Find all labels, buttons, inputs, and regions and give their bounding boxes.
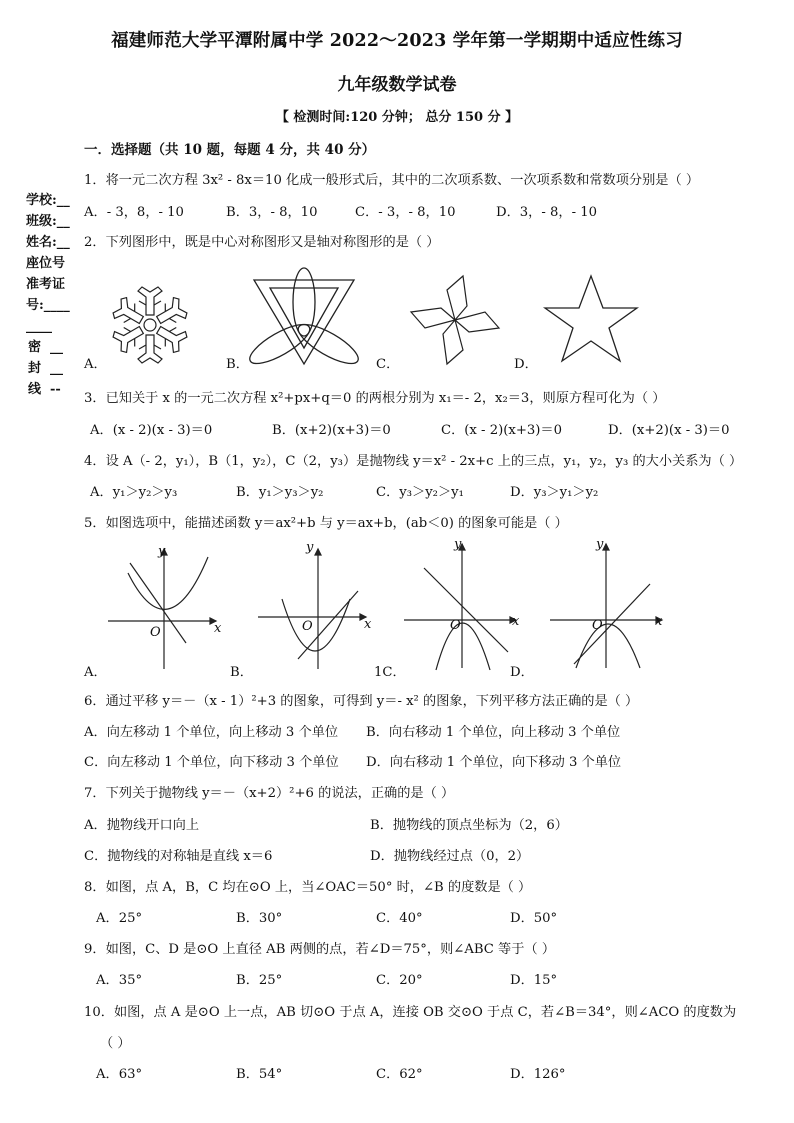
q5-graph-c: [404, 540, 526, 672]
q5-graph-a: [108, 543, 230, 671]
q5-graph-b: [258, 543, 378, 671]
q6-option-d: D．向右移动 1 个单位，向下移动 3 个单位: [366, 755, 622, 770]
q1-stem: 1．将一元二次方程 3x² - 8x＝10 化成一般形式后，其中的二次项系数、一次项系数和常数项分别是（ ）: [84, 173, 700, 188]
q1-option-b: B．3，- 8，10: [226, 205, 318, 220]
q5-option-a: A．: [84, 665, 107, 680]
q10-option-c: C．62°: [376, 1067, 423, 1082]
q10-stem-cont: （ ）: [100, 1036, 131, 1051]
q5-b-x-label: x: [364, 617, 372, 632]
q2-option-d: D．: [514, 357, 538, 372]
q4-option-a: A．y₁＞y₂＞y₃: [90, 485, 178, 500]
q3-option-d: D．(x+2)(x - 3)＝0: [608, 423, 730, 438]
q10-option-a: A．63°: [96, 1067, 143, 1082]
q7-stem: 7．下列关于抛物线 y＝－（x+2）²+6 的说法，正确的是（ ）: [84, 786, 455, 801]
side-dash-2: __: [50, 361, 63, 376]
q9-option-c: C．20°: [376, 973, 423, 988]
q8-option-d: D．50°: [510, 911, 558, 926]
q6-stem: 6．通过平移 y＝－（x - 1）²+3 的图象，可得到 y＝- x² 的图象，下列平移方法正确的是（ ）: [84, 694, 639, 709]
side-school: 学校:__: [26, 193, 70, 208]
q8-option-a: A．25°: [96, 911, 143, 926]
q8-option-b: B．30°: [236, 911, 283, 926]
q5-option-b: B．: [230, 665, 253, 680]
q5-a-x-label: x: [214, 621, 222, 636]
side-dashes: ____: [26, 319, 52, 334]
q3-option-a: A．(x - 2)(x - 3)＝0: [90, 423, 213, 438]
side-xian: 线: [28, 382, 42, 397]
q9-stem: 9．如图，C、D 是⊙O 上直径 AB 两侧的点，若∠D＝75°，则∠ABC 等于（ ）: [84, 942, 556, 957]
q4-option-b: B．y₁＞y₃＞y₂: [236, 485, 324, 500]
q9-option-a: A．35°: [96, 973, 143, 988]
q5-graph-d: [550, 540, 672, 672]
side-feng: 封: [28, 361, 42, 376]
q5-c-y-label: y: [454, 537, 462, 552]
q5-d-x-label: x: [655, 614, 663, 629]
q9-option-d: D．15°: [510, 973, 558, 988]
exam-subtitle: 九年级数学试卷: [337, 75, 457, 95]
section-title: 一．选择题（共 10 题，每题 4 分，共 40 分）: [84, 142, 376, 158]
q5-b-origin: O: [302, 619, 313, 634]
q5-c-origin: O: [450, 618, 461, 633]
q5-stem: 5．如图选项中，能描述函数 y＝ax²+b 与 y＝ax+b，(ab＜0) 的图象可能是（ ）: [84, 516, 568, 531]
q4-option-d: D．y₃＞y₁＞y₂: [510, 485, 599, 500]
q4-option-c: C．y₃＞y₂＞y₁: [376, 485, 464, 500]
q2-option-a: A．: [84, 357, 107, 372]
q6-option-b: B．向右移动 1 个单位，向上移动 3 个单位: [366, 725, 621, 740]
side-exam-no: 准考证: [26, 277, 66, 292]
q7-option-d: D．抛物线经过点（0，2）: [370, 849, 530, 864]
q10-stem: 10．如图，点 A 是⊙O 上一点，AB 切⊙O 于点 A，连接 OB 交⊙O 于点 C，若∠B＝34°，则∠ACO 的度数为: [84, 1005, 737, 1020]
q2-figure-pinwheel: [400, 270, 510, 370]
side-dash-1: __: [50, 340, 63, 355]
q5-option-c: 1C．: [374, 665, 406, 680]
q5-d-origin: O: [592, 618, 603, 633]
q3-option-c: C．(x - 2)(x+3)＝0: [441, 423, 562, 438]
q2-figure-triangle-petals: [244, 264, 364, 374]
q2-stem: 2．下列图形中，既是中心对称图形又是轴对称图形的是（ ）: [84, 235, 440, 250]
q7-option-a: A．抛物线开口向上: [84, 818, 200, 833]
side-mi: 密: [28, 340, 42, 355]
q10-option-d: D．126°: [510, 1067, 566, 1082]
exam-info: 【 检测时间:120 分钟； 总分 150 分 】: [275, 110, 519, 125]
q5-b-y-label: y: [306, 540, 314, 555]
q6-option-a: A．向左移动 1 个单位，向上移动 3 个单位: [84, 725, 339, 740]
q6-option-c: C．向左移动 1 个单位，向下移动 3 个单位: [84, 755, 339, 770]
q9-option-b: B．25°: [236, 973, 283, 988]
q1-option-a: A．- 3，8，- 10: [84, 205, 184, 220]
q5-a-y-label: y: [158, 544, 166, 559]
q8-stem: 8．如图，点 A，B，C 均在⊙O 上，当∠OAC＝50° 时，∠B 的度数是（ ）: [84, 880, 532, 895]
q4-stem: 4．设 A（- 2，y₁），B（1，y₂），C（2，y₃）是抛物线 y＝x² - 2x+c 上的三点，y₁，y₂，y₃ 的大小关系为（ ）: [84, 454, 743, 469]
side-name: 姓名:__: [26, 235, 70, 250]
q7-option-c: C．抛物线的对称轴是直线 x＝6: [84, 849, 273, 864]
side-dash-3: --: [50, 382, 61, 397]
q5-option-d: D．: [510, 665, 534, 680]
q2-figure-star: [536, 272, 646, 367]
q3-stem: 3．已知关于 x 的一元二次方程 x²+px+q＝0 的两根分别为 x₁＝- 2，x₂＝3，则原方程可化为（ ）: [84, 391, 666, 406]
q2-option-c: C．: [376, 357, 400, 372]
side-exam-no-2: 号:____: [26, 298, 70, 313]
q7-option-b: B．抛物线的顶点坐标为（2，6）: [370, 818, 568, 833]
q5-a-origin: O: [150, 625, 161, 640]
side-class: 班级:__: [26, 214, 70, 229]
exam-title: 福建师范大学平潭附属中学 2022～2023 学年第一学期期中适应性练习: [111, 31, 683, 51]
q2-option-b: B．: [226, 357, 249, 372]
q2-figure-snowflake: [100, 280, 200, 370]
side-seat: 座位号: [26, 256, 66, 271]
q3-option-b: B．(x+2)(x+3)＝0: [272, 423, 391, 438]
q10-option-b: B．54°: [236, 1067, 283, 1082]
q1-option-c: C．- 3，- 8，10: [355, 205, 456, 220]
q1-option-d: D．3，- 8，- 10: [496, 205, 597, 220]
q8-option-c: C．40°: [376, 911, 423, 926]
q5-c-x-label: x: [512, 614, 520, 629]
q5-d-y-label: y: [596, 537, 604, 552]
